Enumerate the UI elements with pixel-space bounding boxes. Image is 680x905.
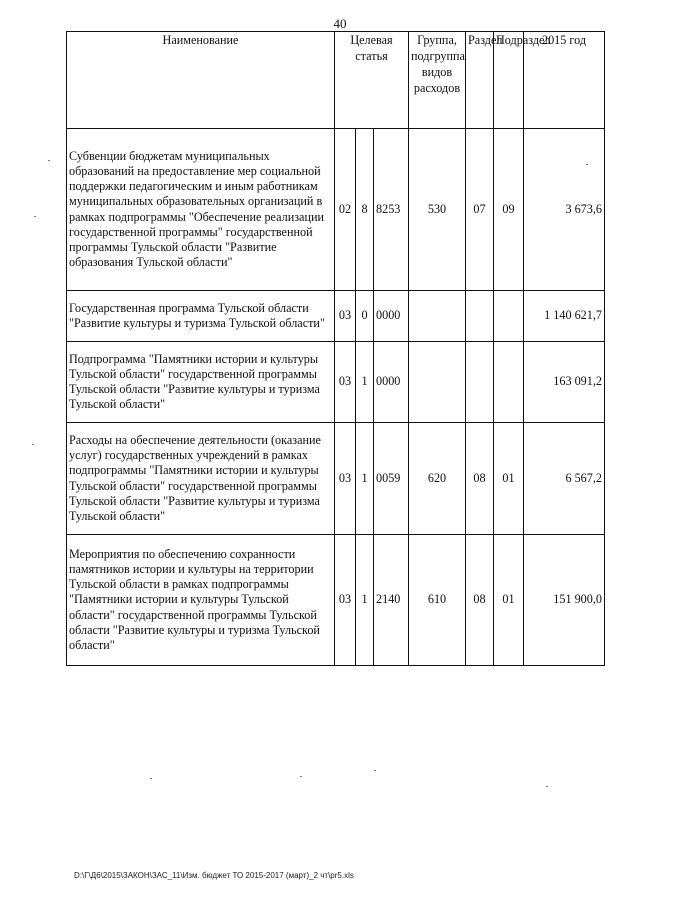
row-target-article-program: 02	[335, 129, 356, 291]
row-expense-group: 610	[409, 535, 466, 666]
row-section: 08	[466, 423, 494, 535]
table-row	[67, 291, 605, 342]
row-target-article-code: 0059	[374, 423, 409, 535]
row-amount-2015: 3 673,6	[524, 129, 605, 291]
scan-speck	[586, 164, 588, 165]
row-target-article-subprogram: 1	[356, 535, 374, 666]
row-target-article-code: 0000	[374, 342, 409, 423]
row-target-article-program: 03	[335, 342, 356, 423]
row-subsection	[494, 291, 524, 342]
row-subsection: 09	[494, 129, 524, 291]
header-section: Раздел	[466, 32, 494, 129]
row-target-article-code: 8253	[374, 129, 409, 291]
row-subsection	[494, 342, 524, 423]
row-target-article-subprogram: 8	[356, 129, 374, 291]
scan-speck	[34, 216, 36, 217]
row-target-article-program: 03	[335, 535, 356, 666]
row-target-article-subprogram: 0	[356, 291, 374, 342]
row-section	[466, 342, 494, 423]
row-target-article-subprogram: 1	[356, 342, 374, 423]
budget-table	[66, 31, 605, 666]
row-name: Государственная программа Тульской области "Развитие культуры и туризма Тульской области"	[67, 291, 335, 342]
page-number: 40	[333, 16, 347, 31]
row-target-article-code: 0000	[374, 291, 409, 342]
row-target-article-program: 03	[335, 291, 356, 342]
table-row	[67, 535, 605, 666]
row-expense-group: 530	[409, 129, 466, 291]
header-expense-group: Группа, подгруппа видов расходов	[409, 32, 466, 129]
row-amount-2015: 151 900,0	[524, 535, 605, 666]
row-expense-group: 620	[409, 423, 466, 535]
row-subsection: 01	[494, 423, 524, 535]
row-expense-group	[409, 291, 466, 342]
scan-speck	[300, 776, 302, 777]
footer-file-path: D:\Г\Д6\2015\ЗАКОН\ЗАС_11\Изм. бюджет ТО 2015-2017 (март)_2 чт\pr5.xls	[74, 871, 354, 880]
scan-speck	[546, 786, 548, 787]
scan-speck	[374, 770, 376, 771]
row-target-article-code: 2140	[374, 535, 409, 666]
table-row	[67, 129, 605, 291]
row-target-article-subprogram: 1	[356, 423, 374, 535]
scan-speck	[32, 444, 34, 445]
header-name: Наименование	[67, 32, 335, 129]
row-section: 07	[466, 129, 494, 291]
table-row	[67, 423, 605, 535]
table-body	[67, 129, 605, 666]
scan-speck	[150, 778, 152, 779]
row-name: Расходы на обеспечение деятельности (оказание услуг) государственных учреждений в рамках подпрограммы "Памятники истории и культуры Тульской области" государственной программы Тульской области "Развитие культуры и туризма Тульской области"	[67, 423, 335, 535]
row-name: Субвенции бюджетам муниципальных образований на предоставление мер социальной поддержки педагогическим и иным работникам муниципальных образовательных организаций в рамках подпрограммы "Обеспечение реализации государственной программы" государственной программы Тульской области "Развитие образования Тульской области"	[67, 129, 335, 291]
table-header-row	[67, 32, 605, 129]
row-name: Подпрограмма "Памятники истории и культуры Тульской области" государственной программы Тульской области "Развитие культуры и туризма Тульской области"	[67, 342, 335, 423]
row-amount-2015: 1 140 621,7	[524, 291, 605, 342]
row-subsection: 01	[494, 535, 524, 666]
scan-speck	[48, 160, 50, 161]
row-name: Мероприятия по обеспечению сохранности памятников истории и культуры на территории Тульской области в рамках подпрограммы "Памятники истории и культуры Тульской области" государственной программы Тульской области "Развитие культуры и туризма Тульской области"	[67, 535, 335, 666]
header-year-2015: 2015 год	[524, 32, 605, 129]
row-expense-group	[409, 342, 466, 423]
table-row	[67, 342, 605, 423]
row-target-article-program: 03	[335, 423, 356, 535]
row-section	[466, 291, 494, 342]
row-amount-2015: 6 567,2	[524, 423, 605, 535]
row-section: 08	[466, 535, 494, 666]
header-subsection: Подраздел	[494, 32, 524, 129]
row-amount-2015: 163 091,2	[524, 342, 605, 423]
header-target-article: Целевая статья	[335, 32, 409, 129]
